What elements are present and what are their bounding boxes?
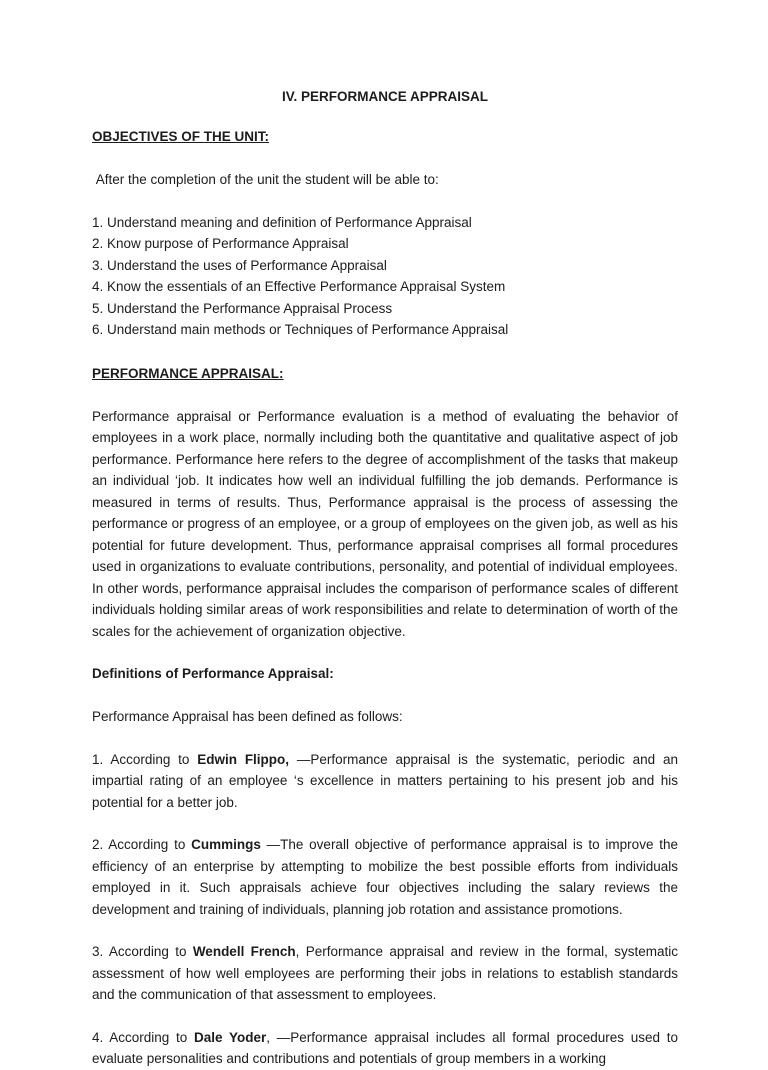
page-title: IV. PERFORMANCE APPRAISAL <box>281 89 489 104</box>
performance-appraisal-body: Performance appraisal or Performance evaluation is a method of evaluating the behavior of employees in a work place, normally including both the quantitative and qualitative aspect of job performance. Performance here refers to the degree of accomplishment of the tasks that makeup an individual ‘job. It indicates how well an individual fulfilling the job demands. Performance is measured in terms of results. Thus, Performance appraisal is the process of assessing the performance or progress of an employee, or a group of employees on the given job, as well as his potential for future development. Thus, performance appraisal comprises all formal procedures used in organizations to evaluate contributions, personality, and potential of individual employees. In other words, performance appraisal includes the comparison of performance scales of different individuals holding similar areas of work responsibilities and relate to determination of worth of the scales for the achievement of organization objective. <box>92 408 682 639</box>
objective-item-2: 2. Know purpose of Performance Appraisal <box>92 236 349 251</box>
definition-item-2 <box>92 834 682 920</box>
performance-appraisal-heading: PERFORMANCE APPRAISAL: <box>92 365 284 381</box>
definition-4-prefix: 4. According to <box>92 1029 194 1045</box>
definition-item-4 <box>92 1027 682 1070</box>
objective-item-5: 5. Understand the Performance Appraisal Process <box>92 300 393 316</box>
objectives-intro: After the completion of the unit the student will be able to: <box>92 172 439 187</box>
definitions-heading: Definitions of Performance Appraisal: <box>92 666 334 681</box>
definition-item-1 <box>92 749 682 814</box>
definition-1-prefix: 1. According to <box>92 751 198 767</box>
objectives-list <box>92 212 678 341</box>
definition-2-prefix: 2. According to <box>92 837 192 852</box>
definition-3-prefix: 3. According to <box>92 944 193 959</box>
definitions-intro: Performance Appraisal has been defined as follows: <box>92 709 403 724</box>
definition-1-author: Edwin Flippo, <box>197 751 290 767</box>
definition-2-author: Cummings <box>191 837 261 852</box>
definition-2-text: —The overall objective of performance appraisal is to improve the efficiency of an enterprise by attempting to mobilize the best possible efforts from individuals employed in it. Such appraisals achieve four objectives including the salary reviews the development and training of individuals, planning job rotation and assistance promotions. <box>92 837 682 917</box>
objective-item-1: 1. Understand meaning and definition of Performance Appraisal <box>92 214 472 230</box>
objectives-heading: OBJECTIVES OF THE UNIT: <box>92 129 270 144</box>
definition-item-3 <box>92 941 682 1006</box>
definition-3-author: Wendell French <box>192 944 296 959</box>
definition-1-text: —Performance appraisal is the systematic, periodic and an impartial rating of an employee ‘s excellence in matters pertaining to his present job and his potential for a better job. <box>92 751 682 810</box>
definition-4-author: Dale Yoder <box>193 1029 267 1045</box>
objective-item-4: 4. Know the essentials of an Effective Performance Appraisal System <box>92 279 506 294</box>
objective-item-3: 3. Understand the uses of Performance Appraisal <box>92 257 387 273</box>
definition-3-text: , Performance appraisal and review in the formal, systematic assessment of how well employees are performing their jobs in relations to establish standards and the communication of that assessment to employees. <box>92 944 682 1002</box>
objective-item-6: 6. Understand main methods or Techniques of Performance Appraisal <box>92 322 509 337</box>
definition-4-text: , —Performance appraisal includes all formal procedures used to evaluate personalities and contributions and potentials of group members in a working <box>92 1029 682 1066</box>
